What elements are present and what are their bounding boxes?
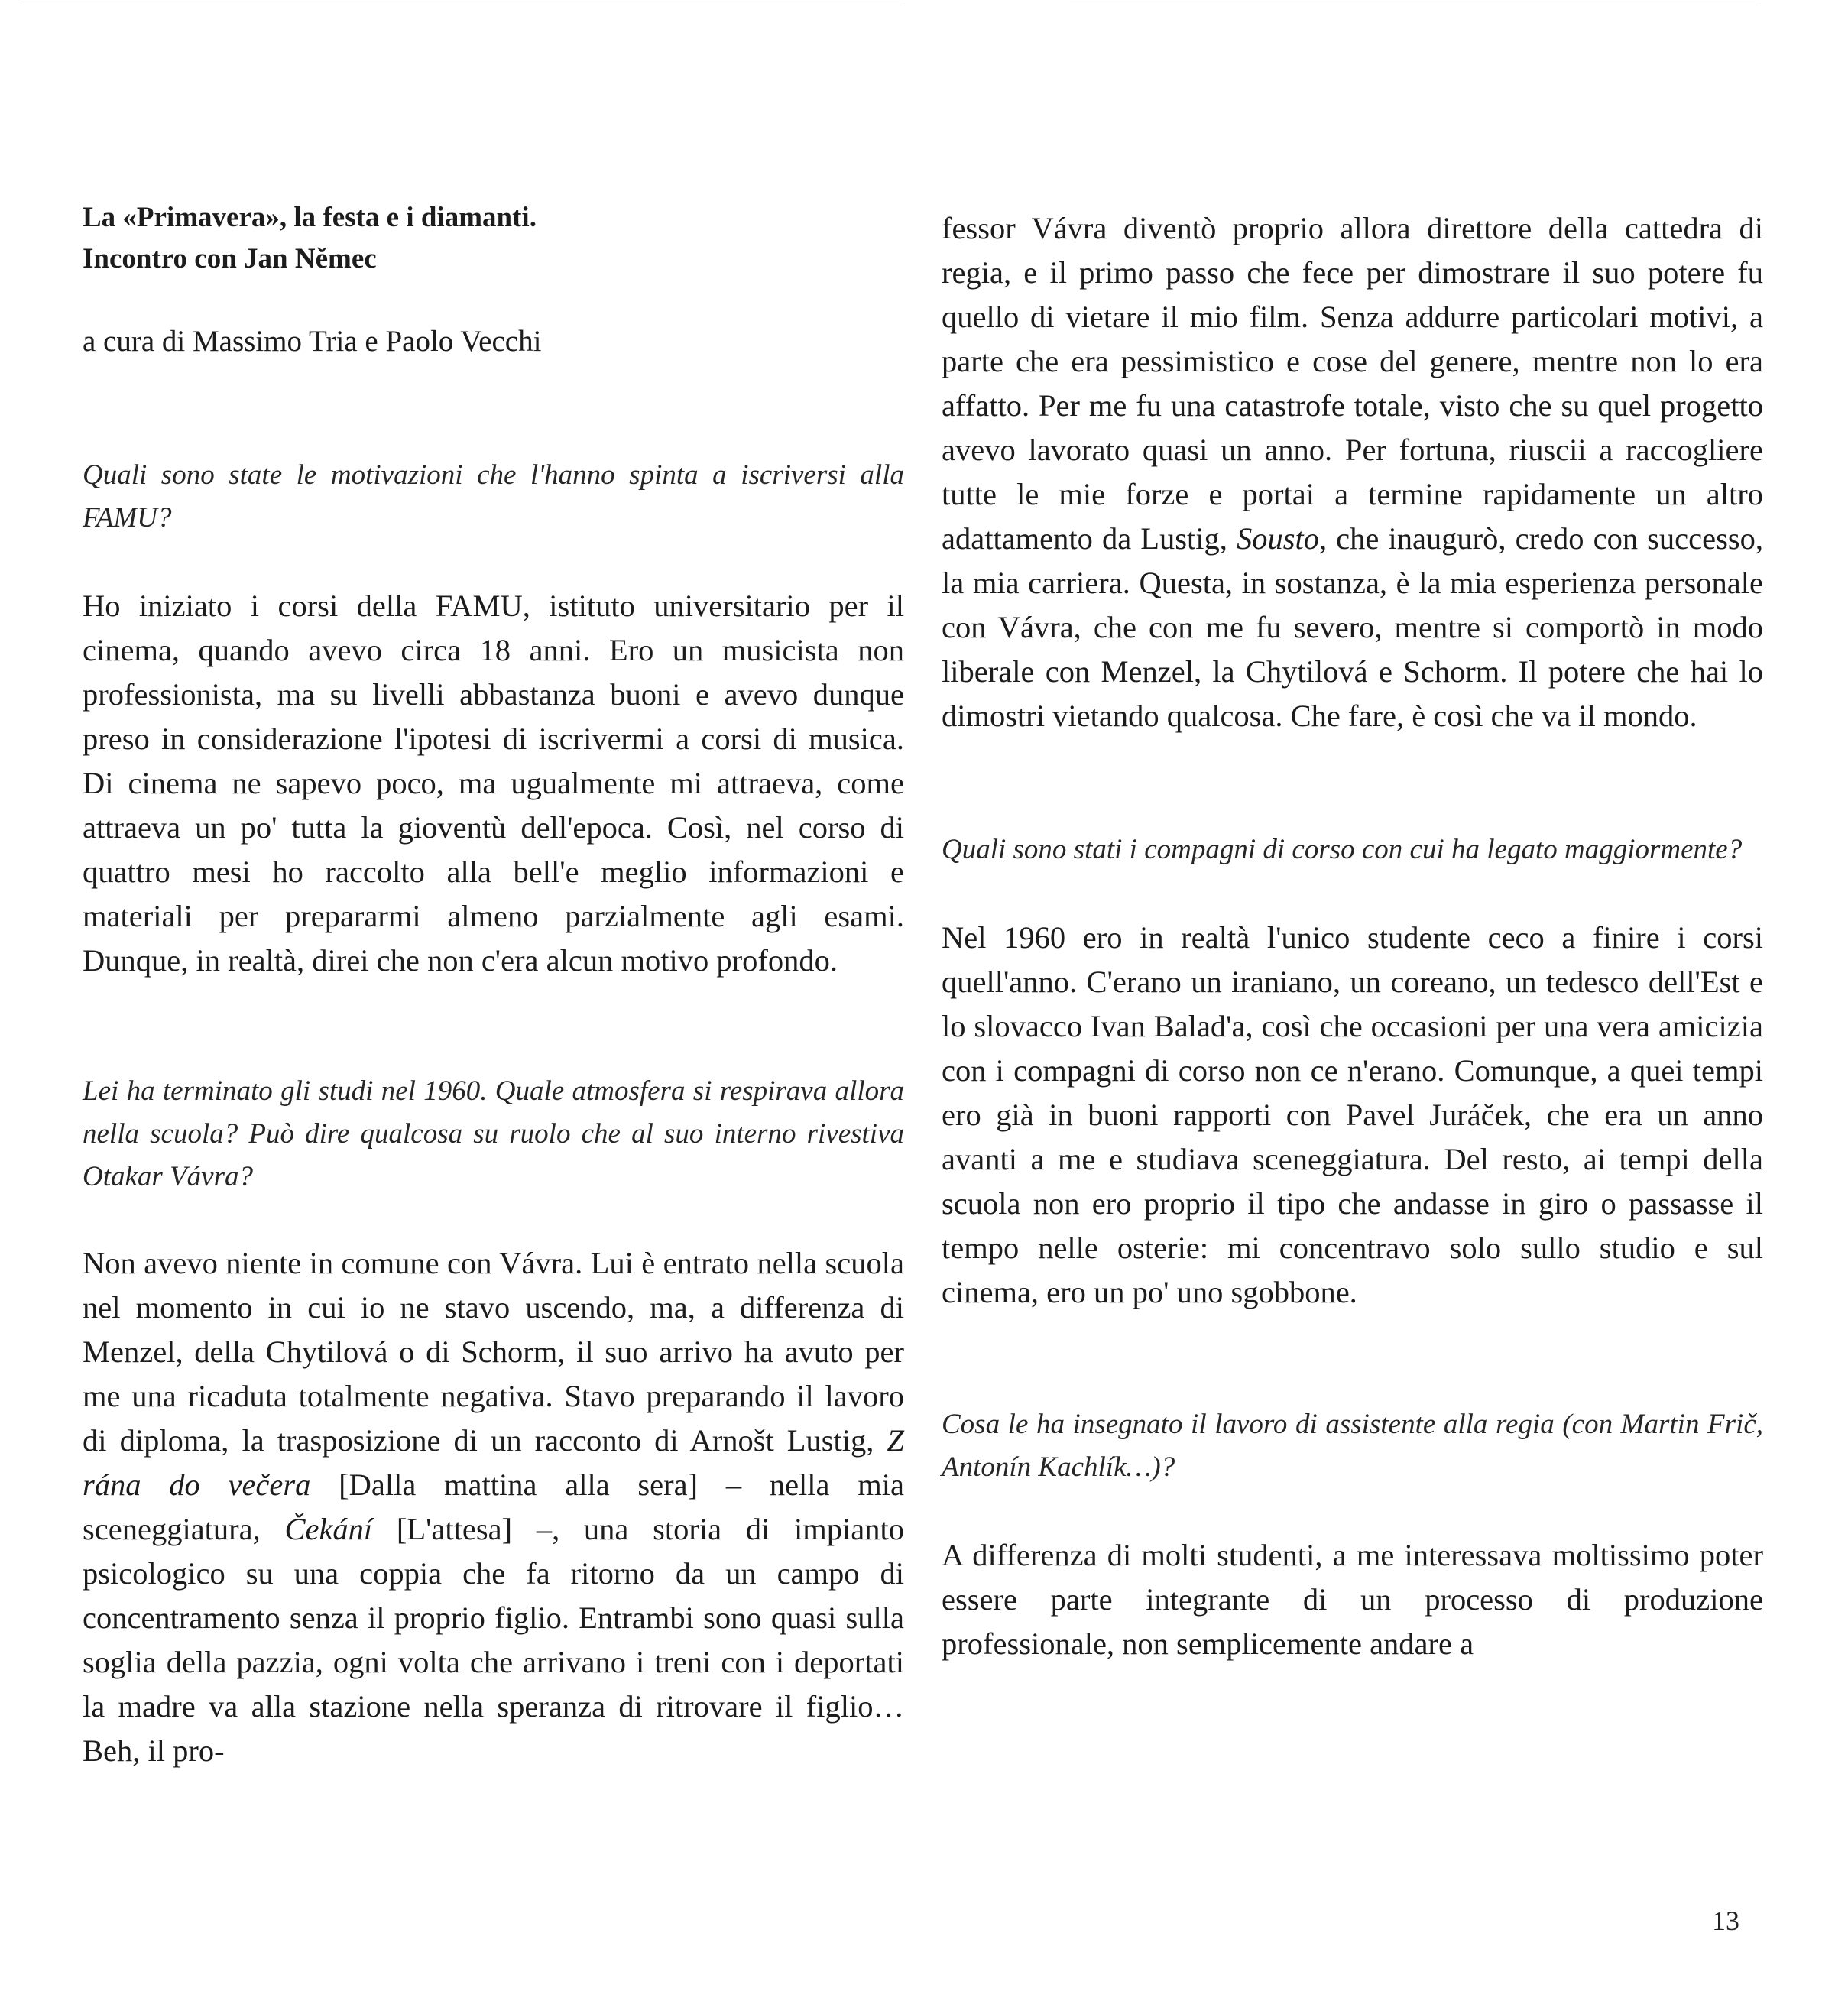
answer-3: Nel 1960 ero in realtà l'unico studente ceco a finire i corsi quell'anno. C'erano un iraniano, un coreano, un tedesco dell'Est e lo slovacco Ivan Balad'a, così che occasioni per una vera amicizia con i compagni di corso non ce n'erano. Comunque, a quei tempi ero già in buoni rapporti con Pavel Juráček, che era un anno avanti a me e studiava sceneggiatura. Del resto, ai tempi della scuola non ero proprio il tipo che andasse in giro o passasse il tempo nelle osterie: mi concentravo solo sullo studio e sul cinema, ero un po' uno sgobbone. xyxy=(942,920,1763,1309)
answer-2 xyxy=(83,1241,904,1773)
answer-2-cont-text: che inaugurò, credo con successo, la mia carriera. Questa, in sostanza, è la mia esperienza personale con Vávra, che con me fu severo, mentre si comportò in modo liberale con Menzel, la Chytilová e Schorm. Il potere che hai lo dimostri vietando qualcosa. Che fare, è così che va il mondo. xyxy=(942,521,1763,733)
question-2: Lei ha terminato gli studi nel 1960. Quale atmosfera si respirava allora nella scuola? Può dire qualcosa su ruolo che al suo interno rivestiva Otakar Vávra? xyxy=(83,1075,904,1192)
answer-2-continued xyxy=(942,206,1763,738)
article-title-line-1: La «Primavera», la festa e i diamanti. xyxy=(83,202,537,233)
article-title-line-2: Incontro con Jan Němec xyxy=(83,243,377,274)
editors-credit: a cura di Massimo Tria e Paolo Vecchi xyxy=(83,325,542,358)
left-column xyxy=(83,197,904,1773)
film-title-cekani: Čekání xyxy=(284,1512,373,1546)
answer-4: A differenza di molti studenti, a me interessava moltissimo poter essere parte integrante di un processo di produzione professionale, non semplicemente andare a xyxy=(942,1538,1763,1661)
answer-1: Ho iniziato i corsi della FAMU, istituto universitario per il cinema, quando avevo circa 18 anni. Ero un musicista non professionista, ma su livelli abbastanza buoni e avevo dunque preso in considerazione l'ipotesi di iscrivermi a corsi di musica. Di cinema ne sapevo poco, ma ugualmente mi attraeva, come attraeva un po' tutta la gioventù dell'epoca. Così, nel corso di quattro mesi ho raccolto alla bell'e meglio informazioni e materiali per prepararmi almeno parzialmente agli esami. Dunque, in realtà, direi che non c'era alcun motivo profondo. xyxy=(83,589,904,978)
answer-2-text: [Dalla mattina alla sera] – nella mia sceneggiatura, xyxy=(83,1468,904,1546)
answer-2-text: [L'attesa] –, una storia di impianto psicologico su una coppia che fa ritorno da un campo di concentramento senza il proprio figlio. Entrambi sono quasi sulla soglia della pazzia, ogni volta che arrivano i treni con i deportati la madre va alla stazione nella speranza di ritrovare il figlio… Beh, il pro- xyxy=(83,1512,904,1768)
answer-2-text: Non avevo niente in comune con Vávra. Lui è entrato nella scuola nel momento in cui io ne stavo uscendo, ma, a differenza di Menzel, della Chytilová o di Schorm, il suo arrivo ha avuto per me una ricaduta totalmente negativa. Stavo preparando il lavoro di diploma, la trasposizione di un racconto di Arnošt Lustig, xyxy=(83,1246,904,1458)
question-1: Quali sono state le motivazioni che l'hanno spinta a iscriversi alla FAMU? xyxy=(83,459,904,533)
page-number: 13 xyxy=(1712,1905,1739,1936)
answer-2-cont-text: fessor Vávra diventò proprio allora direttore della cattedra di regia, e il primo passo che fece per dimostrare il suo potere fu quello di vietare il mio film. Senza addurre particolari motivi, a parte che era pessimistico e cose del genere, mentre non lo era affatto. Per me fu una catastrofe totale, visto che su quel progetto avevo lavorato quasi un anno. Per fortuna, riuscii a raccogliere tutte le mie forze e portai a termine rapidamente un altro adattamento da Lustig, xyxy=(942,211,1763,556)
question-4: Cosa le ha insegnato il lavoro di assistente alla regia (con Martin Frič, Antonín Kachlík…)? xyxy=(942,1409,1763,1483)
question-3: Quali sono stati i compagni di corso con cui ha legato maggiormente? xyxy=(942,834,1743,865)
right-column xyxy=(942,206,1763,1666)
film-title-sousto: Sousto, xyxy=(1236,521,1328,556)
article-title xyxy=(83,197,904,280)
film-title-z-rana-do-vecera: Z rána do večera xyxy=(83,1423,904,1502)
